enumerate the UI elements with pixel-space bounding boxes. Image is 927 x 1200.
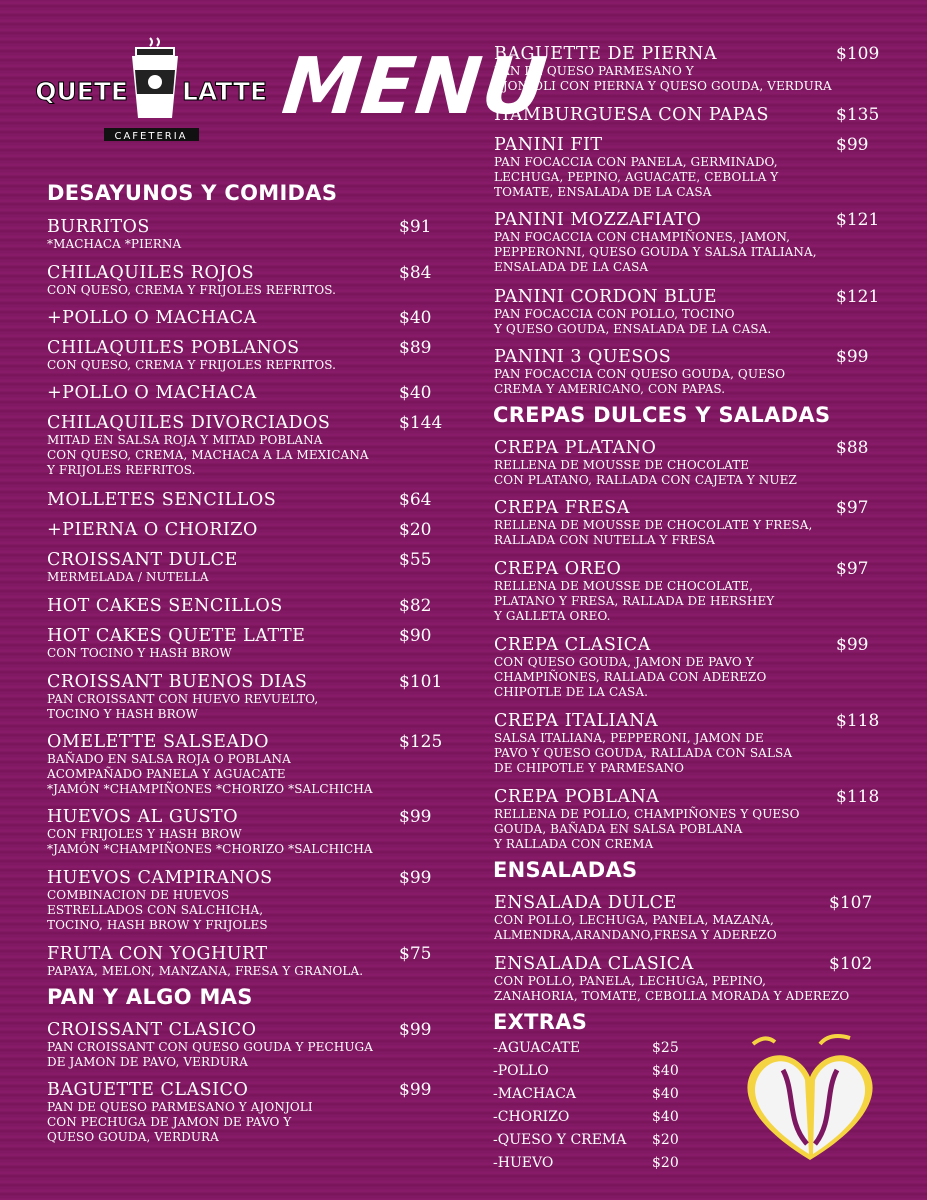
item-price: $99 [399,1080,432,1100]
desayunos-item [47,263,432,298]
right-item [494,287,880,337]
item-description: CON TOCINO Y HASH BROW [47,646,232,660]
item-name: PANINI CORDON BLUE [494,287,718,307]
right-item [494,135,869,200]
item-price: $135 [836,105,880,125]
section-ensaladas: ENSALADAS [493,858,638,882]
brand-left: QUETE [35,77,128,106]
extra-price: $40 [652,1086,679,1102]
extra-price: $40 [652,1063,679,1079]
item-price: $102 [829,954,873,974]
item-name: HUEVOS CAMPIRANOS [47,868,273,888]
crepa-item [494,438,869,488]
page-title: MENU [278,42,552,132]
item-name: CREPA CLASICA [494,635,651,655]
item-description: RELLENA DE MOUSSE DE CHOCOLATE CON PLATANO, RALLADA CON CAJETA Y NUEZ [494,458,797,487]
item-description: SALSA ITALIANA, PEPPERONI, JAMON DE PAVO Y QUESO GOUDA, RALLADA CON SALSA DE CHIPOTLE Y PARMESANO [494,731,793,775]
item-description: CON POLLO, LECHUGA, PANELA, MAZANA, ALMENDRA,ARANDANO,FRESA Y ADEREZO [494,913,777,942]
item-price: $97 [836,498,869,518]
item-name: PANINI MOZZAFIATO [494,210,702,230]
desayunos-item [47,550,432,585]
extra-name: -QUESO Y CREMA [493,1132,627,1148]
extra-name: -AGUACATE [493,1040,581,1056]
item-description: CON QUESO GOUDA, JAMON DE PAVO Y CHAMPIÑONES, RALLADA CON ADEREZO CHIPOTLE DE LA CASA. [494,655,767,699]
item-name: CREPA POBLANA [494,787,660,807]
item-name: ENSALADA CLASICA [494,954,694,974]
item-name: CREPA OREO [494,559,622,579]
item-price: $82 [399,596,432,616]
item-price: $101 [399,672,443,692]
desayunos-item [47,732,443,797]
item-price: $109 [836,44,880,64]
item-description: PAN CROISSANT CON QUESO GOUDA Y PECHUGA DE JAMON DE PAVO, VERDURA [47,1040,374,1069]
item-price: $99 [836,135,869,155]
item-name: CHILAQUILES ROJOS [47,263,255,283]
item-name: OMELETTE SALSEADO [47,732,269,752]
crepa-item [494,498,869,548]
item-description: PAN FOCACCIA CON POLLO, TOCINO Y QUESO GOUDA, ENSALADA DE LA CASA. [494,307,772,336]
extra-price: $40 [652,1109,679,1125]
item-price: $40 [399,383,432,403]
right-item [494,105,880,125]
desayunos-item [47,490,432,510]
item-name: CHILAQUILES DIVORCIADOS [47,413,331,433]
desayunos-item [47,626,432,661]
crepa-item [494,559,869,624]
item-name: +POLLO O MACHACA [47,383,257,403]
item-description: PAN FOCACCIA CON PANELA, GERMINADO, LECHUGA, PEPINO, AGUACATE, CEBOLLA Y TOMATE, ENSALADA DE LA CASA [494,155,779,199]
desayunos-item [47,520,432,540]
item-price: $118 [836,711,880,731]
item-description: MERMELADA / NUTELLA [47,570,209,584]
right-item [494,44,880,94]
item-description: CON FRIJOLES Y HASH BROW *JAMÓN *CHAMPIÑONES *CHORIZO *SALCHICHA [47,827,373,856]
item-name: BURRITOS [47,217,150,237]
item-price: $99 [836,635,869,655]
item-price: $97 [836,559,869,579]
item-price: $55 [399,550,432,570]
desayunos-item [47,308,432,328]
section-pan: PAN Y ALGO MAS [47,985,253,1009]
item-name: PANINI 3 QUESOS [494,347,672,367]
item-name: CREPA FRESA [494,498,630,518]
item-price: $40 [399,308,432,328]
desayunos-item [47,217,432,252]
item-price: $90 [399,626,432,646]
item-description: PAN CROISSANT CON HUEVO REVUELTO, TOCINO Y HASH BROW [47,692,319,721]
item-name: CROISSANT BUENOS DIAS [47,672,308,692]
item-description: CON QUESO, CREMA Y FRIJOLES REFRITOS. [47,358,337,372]
item-description: CON QUESO, CREMA Y FRIJOLES REFRITOS. [47,283,337,297]
item-description: PAN FOCACCIA CON CHAMPIÑONES, JAMON, PEPPERONNI, QUESO GOUDA Y SALSA ITALIANA, ENSALADA DE LA CASA [494,230,817,274]
extra-price: $20 [652,1132,679,1148]
brand-right: LATTE [182,77,268,106]
item-name: HAMBURGUESA CON PAPAS [494,105,770,125]
section-extras: EXTRAS [493,1010,588,1034]
right-item [494,210,880,275]
desayunos-item [47,596,432,616]
item-price: $144 [399,413,443,433]
item-price: $88 [836,438,869,458]
item-name: CHILAQUILES POBLANOS [47,338,300,358]
item-description: PAN DE QUESO PARMESANO Y AJONJOLI CON PECHUGA DE JAMON DE PAVO Y QUESO GOUDA, VERDURA [47,1100,313,1144]
extra-price: $20 [652,1155,679,1171]
item-description: MITAD EN SALSA ROJA Y MITAD POBLANA CON QUESO, CREMA, MACHACA A LA MEXICANA Y FRIJOLES REFRITOS. [47,433,369,477]
item-description: COMBINACION DE HUEVOS ESTRELLADOS CON SALCHICHA, TOCINO, HASH BROW Y FRIJOLES [47,888,268,932]
item-price: $99 [399,1020,432,1040]
extra-name: -HUEVO [493,1155,554,1171]
desayunos-item [47,413,443,478]
desayunos-item [47,383,432,403]
crepa-item [494,635,869,700]
item-price: $84 [399,263,432,283]
item-description: PAN DE QUESO PARMESANO Y AJONJOLI CON PIERNA Y QUESO GOUDA, VERDURA [494,64,832,93]
item-name: CROISSANT DULCE [47,550,238,570]
item-description: CON POLLO, PANELA, LECHUGA, PEPINO, ZANAHORIA, TOMATE, CEBOLLA MORADA Y ADEREZO [494,974,850,1003]
item-description: RELLENA DE MOUSSE DE CHOCOLATE Y FRESA, RALLADA CON NUTELLA Y FRESA [494,518,813,547]
item-name: HOT CAKES SENCILLOS [47,596,283,616]
pan-item [47,1020,432,1070]
crepa-item [494,787,880,852]
item-name: BAGUETTE DE PIERNA [494,44,717,64]
extra-name: -CHORIZO [493,1109,570,1125]
item-name: CROISSANT CLASICO [47,1020,257,1040]
item-price: $99 [399,807,432,827]
item-name: CREPA PLATANO [494,438,657,458]
section-crepas: CREPAS DULCES Y SALADAS [493,403,831,427]
item-name: MOLLETES SENCILLOS [47,490,277,510]
extra-price: $25 [652,1040,679,1056]
item-description: PAPAYA, MELON, MANZANA, FRESA Y GRANOLA. [47,964,364,978]
item-name: PANINI FIT [494,135,603,155]
item-price: $107 [829,893,873,913]
item-price: $118 [836,787,880,807]
brand-sub: CAFETERIA [114,131,188,142]
desayunos-item [47,672,443,722]
item-price: $75 [399,944,432,964]
item-description: RELLENA DE MOUSSE DE CHOCOLATE, PLATANO Y FRESA, RALLADA DE HERSHEY Y GALLETA OREO. [494,579,775,623]
desayunos-item [47,338,432,373]
item-description: *MACHACA *PIERNA [47,237,182,251]
ensalada-item [494,954,873,1004]
item-name: +PIERNA O CHORIZO [47,520,258,540]
item-price: $121 [836,287,880,307]
item-name: HOT CAKES QUETE LATTE [47,626,306,646]
crepa-item [494,711,880,776]
extra-name: -MACHACA [493,1086,577,1102]
extra-name: -POLLO [493,1063,549,1079]
item-price: $121 [836,210,880,230]
item-name: +POLLO O MACHACA [47,308,257,328]
right-item [494,347,869,397]
pan-item [47,1080,432,1145]
item-name: CREPA ITALIANA [494,711,659,731]
desayunos-item [47,807,432,857]
brand-logo [35,36,268,146]
item-price: $99 [399,868,432,888]
desayunos-item [47,944,432,979]
coffee-heart-icon [735,1032,885,1167]
item-name: BAGUETTE CLASICO [47,1080,249,1100]
item-description: PAN FOCACCIA CON QUESO GOUDA, QUESO CREMA Y AMERICANO, CON PAPAS. [494,367,786,396]
item-price: $99 [836,347,869,367]
item-price: $125 [399,732,443,752]
item-price: $91 [399,217,432,237]
item-price: $89 [399,338,432,358]
ensalada-item [494,893,873,943]
item-description: RELLENA DE POLLO, CHAMPIÑONES Y QUESO GOUDA, BAÑADA EN SALSA POBLANA Y RALLADA CON CREMA [494,807,800,851]
item-price: $64 [399,490,432,510]
item-description: BAÑADO EN SALSA ROJA O POBLANA ACOMPAÑADO PANELA Y AGUACATE *JAMÓN *CHAMPIÑONES *CHORIZO *SALCHICHA [47,752,373,796]
desayunos-item [47,868,432,933]
item-name: HUEVOS AL GUSTO [47,807,239,827]
item-name: ENSALADA DULCE [494,893,677,913]
item-name: FRUTA CON YOGHURT [47,944,268,964]
item-price: $20 [399,520,432,540]
section-desayunos: DESAYUNOS Y COMIDAS [47,181,338,205]
